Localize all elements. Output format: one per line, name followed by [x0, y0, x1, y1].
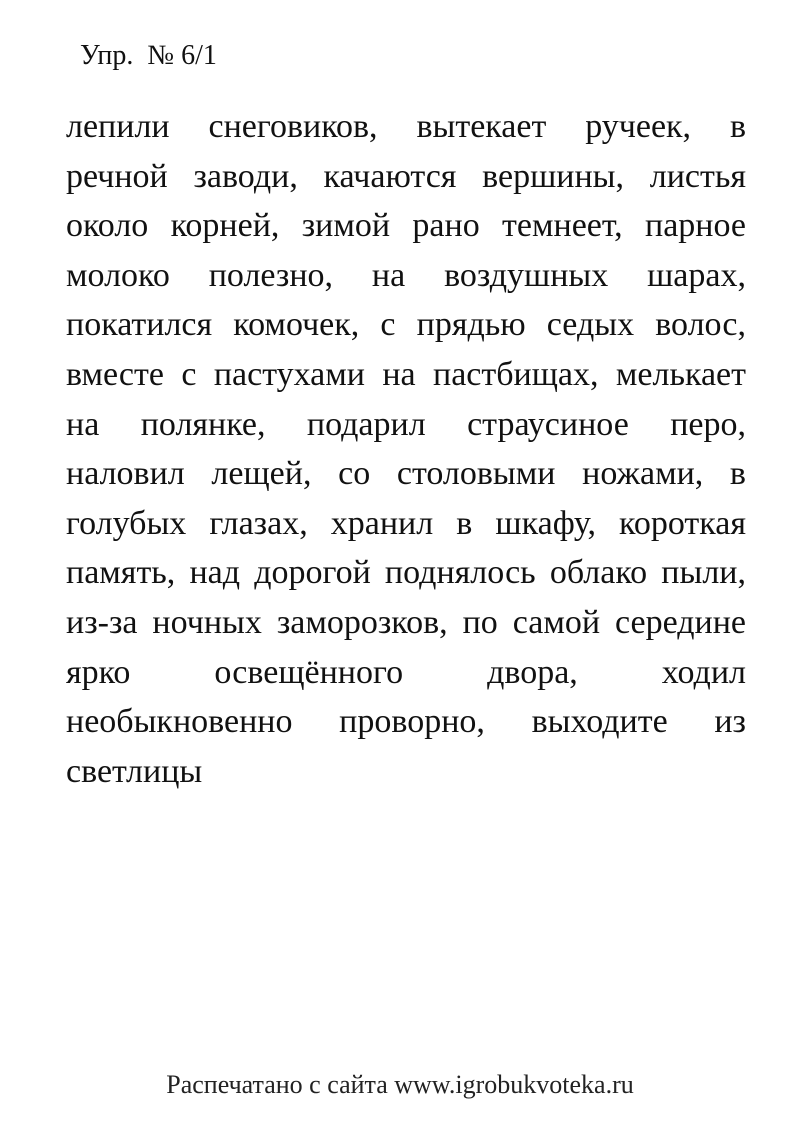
text-line: голубых глазах, хранил в шкафу, короткая — [66, 504, 746, 542]
text-line: наловил лещей, со столовыми ножами, в — [66, 455, 746, 493]
text-line: около корней, зимой рано темнеет, парное — [66, 207, 746, 245]
text-line: на полянке, подарил страусиное перо, — [66, 405, 746, 443]
exercise-text — [66, 102, 746, 796]
text-line: светлицы — [66, 752, 203, 790]
text-line: лепили снеговиков, вытекает ручеек, в — [66, 108, 746, 145]
text-line: необыкновенно проворно, выходите из — [66, 703, 746, 741]
text-line: ярко освещённого двора, ходил — [66, 653, 746, 691]
footer-source-note: Распечатано с сайта www.igrobukvoteka.ru — [166, 1070, 634, 1099]
text-line: речной заводи, качаются вершины, листья — [66, 157, 746, 195]
text-line: покатился комочек, с прядью седых волос, — [66, 306, 746, 344]
exercise-title: Упр. № 6/1 — [80, 40, 217, 71]
text-line: вместе с пастухами на пастбищах, мелькает — [66, 355, 746, 393]
text-line: молоко полезно, на воздушных шарах, — [66, 256, 746, 294]
text-line: память, над дорогой поднялось облако пыли, — [66, 554, 746, 592]
text-line: из-за ночных заморозков, по самой середине — [66, 603, 746, 641]
